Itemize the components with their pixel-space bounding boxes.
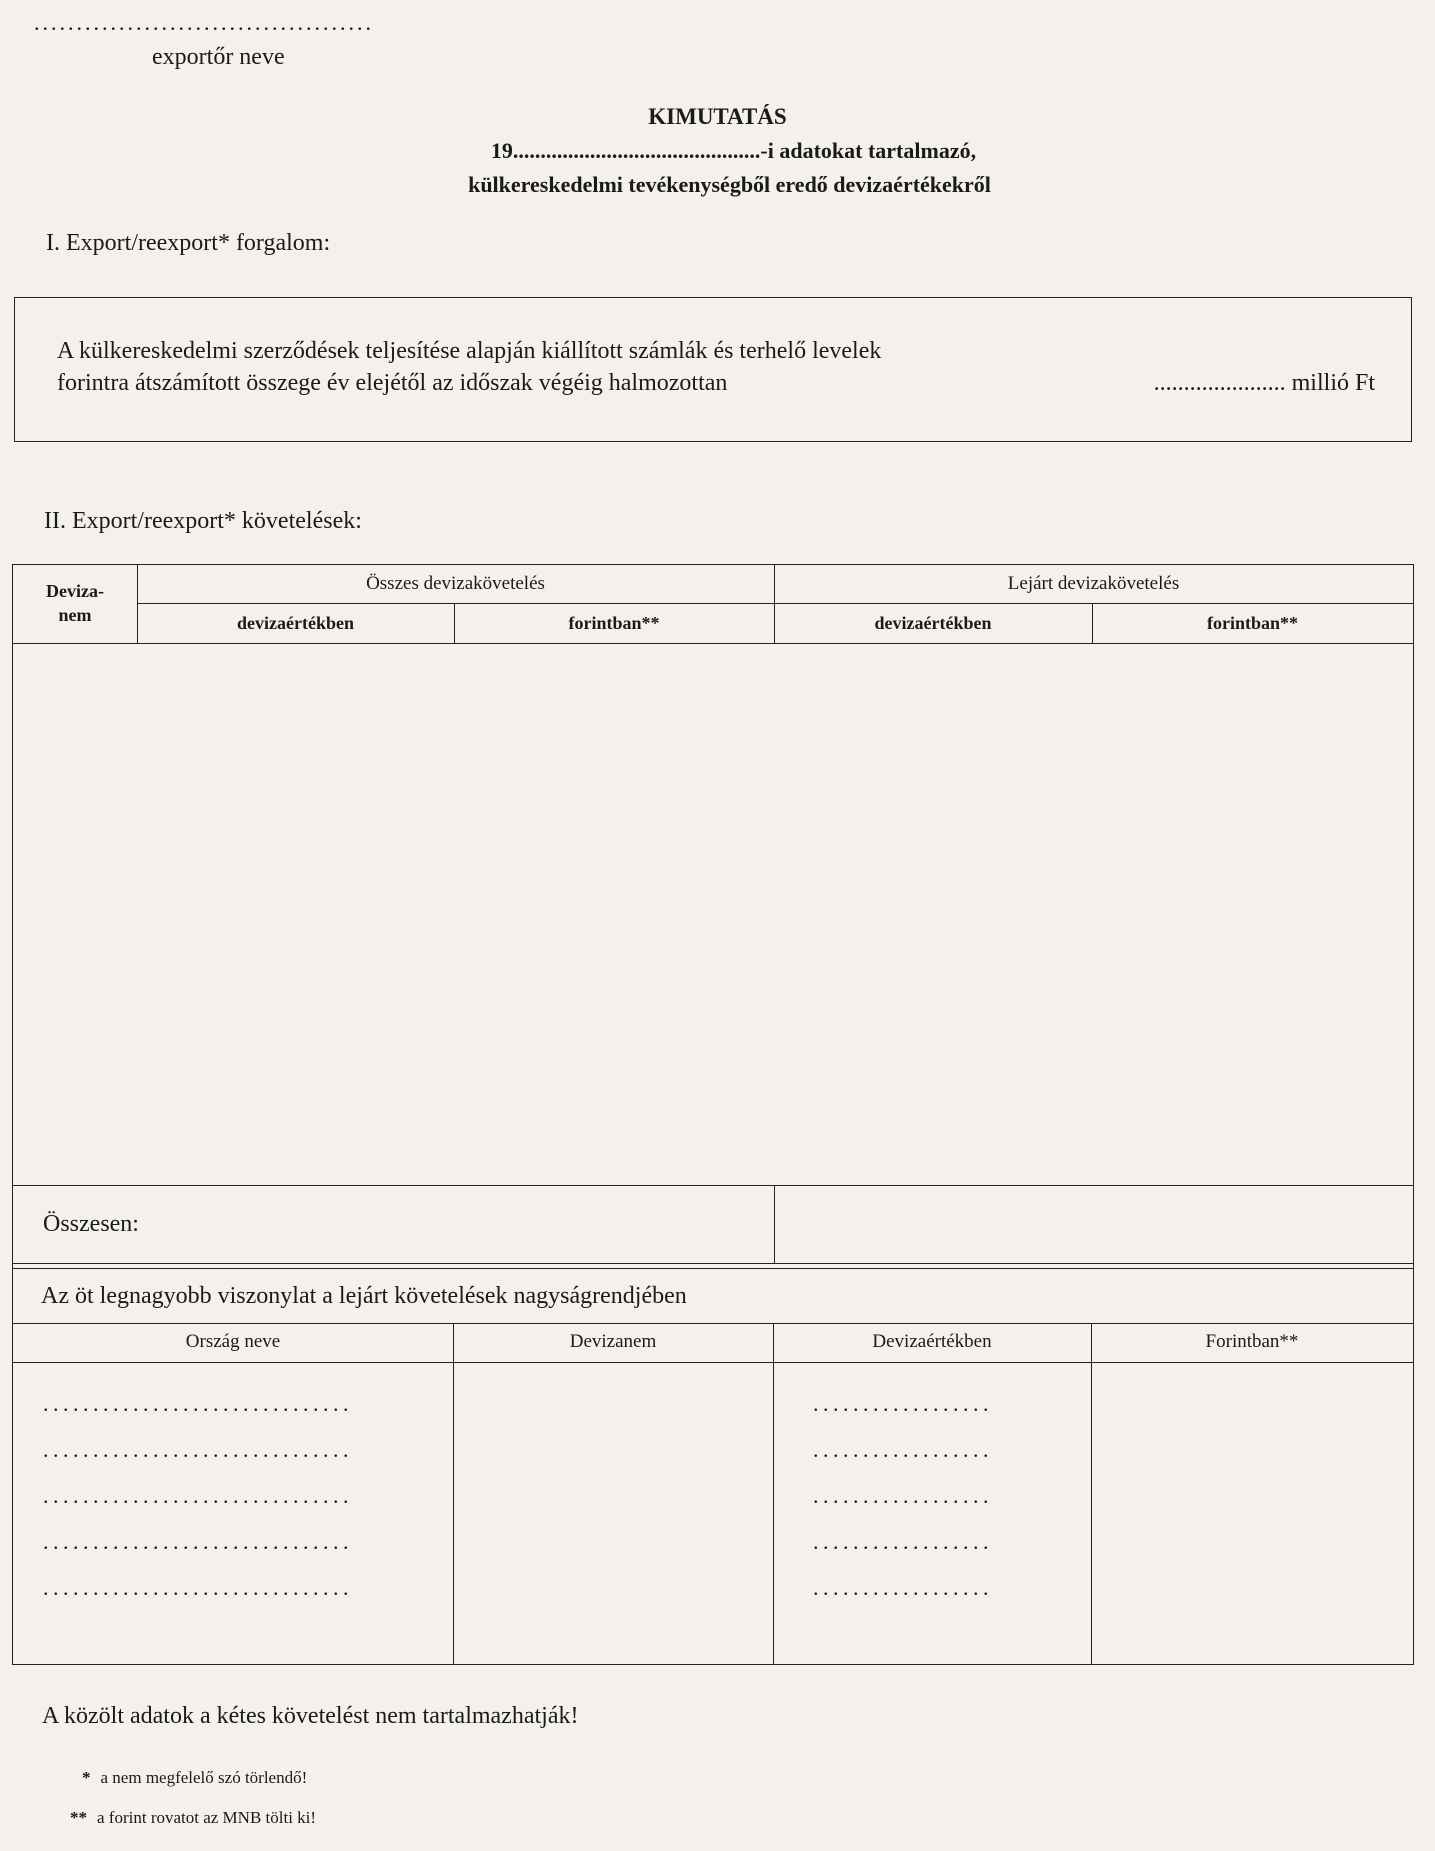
col-group-total-header: Összes devizakövetelés [366,573,545,594]
value-field-2[interactable]: .................. [813,1437,993,1462]
footnote-2 [70,1808,316,1828]
col-deviza-value-header: Devizaértékben [872,1331,992,1352]
document-subtitle: külkereskedelmi tevékenységből eredő devizaértékekről [468,172,991,197]
receivables-data-area[interactable] [13,645,1413,1185]
country-field-1[interactable]: ............................... [43,1391,353,1416]
total-row-top [13,1185,1413,1186]
value-field-5[interactable]: .................. [813,1575,993,1600]
value-field-4[interactable]: .................. [813,1529,993,1554]
double-rule-1 [13,1263,1413,1264]
top-five-heading: Az öt legnagyobb viszonylat a lejárt követelések nagyságrendjében [41,1283,687,1309]
section-2-heading: II. Export/reexport* követelések: [44,508,362,534]
section-1-text-line1: A külkereskedelmi szerződések teljesítése alapján kiállított számlák és terhelő levelek [57,338,882,364]
turnover-amount-field[interactable]: ...................... millió Ft [1153,370,1375,396]
column-divider [773,1323,774,1664]
receivables-table [12,564,1414,1665]
table-header-bottom [13,643,1413,644]
column-divider [1091,1323,1092,1664]
double-rule-2 [13,1268,1413,1269]
col-currency-header: Deviza- nem [46,581,104,625]
col-overdue-deviza-header: devizaértékben [874,613,992,633]
country-field-3[interactable]: ............................... [43,1483,353,1508]
country-field-2[interactable]: ............................... [43,1437,353,1462]
col-currency-header-2: Devizanem [569,1331,657,1352]
exporter-name-label: exportőr neve [152,44,285,70]
country-field-4[interactable]: ............................... [43,1529,353,1554]
exporter-name-field[interactable]: ........................................ [34,10,374,35]
col-country-header: Ország neve [185,1331,281,1352]
col-group-overdue-header: Lejárt devizakövetelés [1007,573,1180,594]
footnote-2-text: a forint rovatot az MNB tölti ki! [97,1808,317,1827]
col-total-deviza-header: devizaértékben [237,613,354,633]
total-row-divider [774,1185,775,1263]
footnote-1-text: a nem megfelelő szó törlendő! [100,1768,308,1787]
column-divider [453,1323,454,1664]
section-1-heading: I. Export/reexport* forgalom: [46,230,331,256]
col-total-forint-header: forintban** [568,613,660,633]
top-five-header-top [13,1323,1413,1324]
table-header-divider [137,603,1413,604]
document-title: KIMUTATÁS [648,104,787,129]
section-1-box [14,297,1412,442]
top-five-header-bottom [13,1362,1413,1363]
value-field-3[interactable]: .................. [813,1483,993,1508]
total-overdue-field[interactable] [776,1187,1412,1263]
value-field-1[interactable]: .................. [813,1391,993,1416]
warning-text: A közölt adatok a kétes követelést nem tartalmazhatják! [42,1703,579,1729]
col-overdue-forint-header: forintban** [1206,613,1298,633]
col-forint-header: Forintban** [1205,1331,1299,1352]
total-label: Összesen: [43,1211,139,1237]
footnote-1 [82,1768,307,1788]
footnote-2-mark: ** [70,1808,87,1827]
footnote-1-mark: * [82,1768,91,1787]
country-field-5[interactable]: ............................... [43,1575,353,1600]
document-subtitle-year: 19.............................................-i adatokat tartalmazó, [490,138,977,163]
section-1-text-line2: forintra átszámított összege év elejétől az időszak végéig halmozottan [57,370,728,396]
